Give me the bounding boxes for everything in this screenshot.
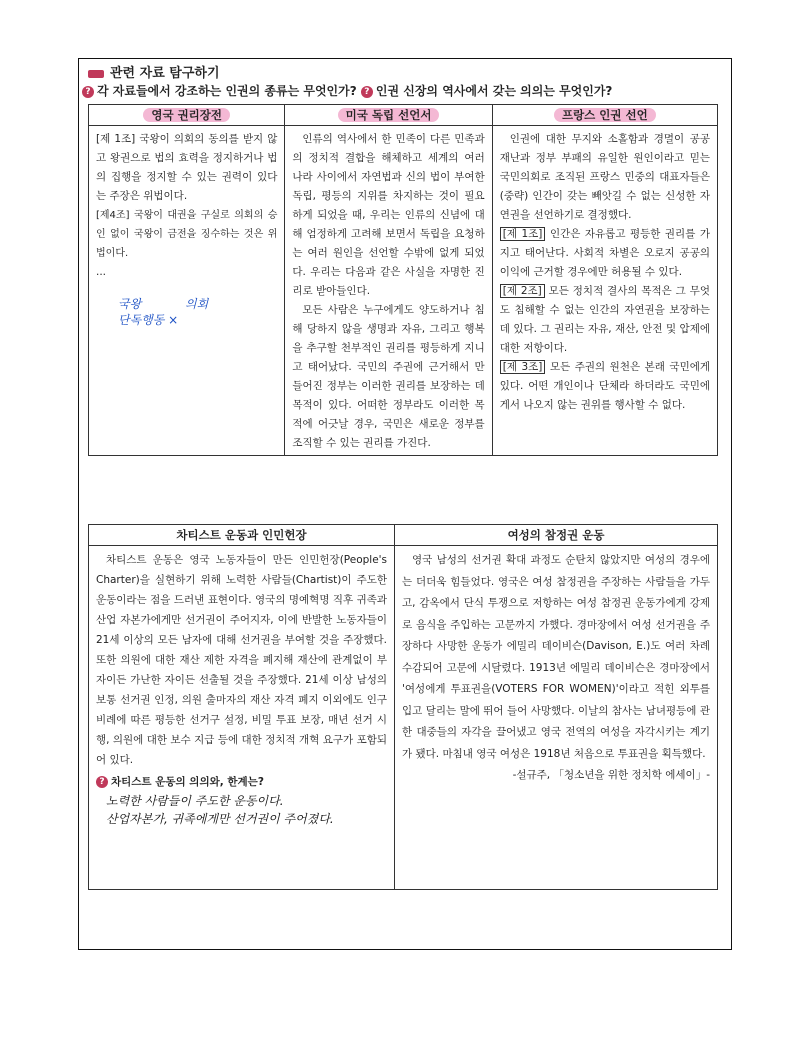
guiding-question <box>82 82 612 99</box>
paragraph-1: 영국 남성의 선거권 확대 과정도 순탄치 않았지만 여성의 경우에는 더더욱 힘들었다. 영국은 여성 참정권을 주장하는 사람들을 가두고, 감옥에서 단식 투쟁으로 저항하는 여성 참정권 운동가에게 강제로 음식을 주입하는 고문까지 가했다. 경마장에서 여성 선거권을 주장하다 사망한 운동가 에밀리 데이비슨(Davison, E.)도 여러 차례 수감되어 고문에 시달렸다. 1913년 에밀리 데이비슨은 경마장에서 '여성에게 투표권을(VOTERS FOR WOMEN)'이라고 적힌 외투를 입고 달리는 말에 뛰어 들어 사망했다. 이날의 참사는 남녀평등에 관한 대중들의 자각을 끌어냈고 영국 전역의 여성을 자각시키는 계기가 됐다. 마침내 영국 여성은 1918년 처음으로 투표권을 획득했다. <box>402 554 710 760</box>
note-parliament: 의회 <box>185 297 209 311</box>
ellipsis: ... <box>96 266 107 278</box>
handwritten-answer-2: 산업자본가, 귀족에게만 선거권이 주어졌다. <box>106 812 334 826</box>
column-title: 여성의 참정권 운동 <box>395 525 717 546</box>
source-citation: -설규주, 「청소년을 위한 정치학 에세이」- <box>512 769 710 781</box>
question-mark-icon: ? <box>82 86 94 98</box>
article-1: 인간은 자유롭고 평등한 권리를 가지고 태어난다. 사회적 차별은 오로지 공공의 이익에 근거할 경우에만 허용될 수 있다. <box>499 228 711 278</box>
article-4: [제4조] 국왕이 대권을 구실로 의회의 승인 없이 국왕이 금전을 징수하는 것은 위법이다. <box>96 210 278 259</box>
paragraph-1: 인류의 역사에서 한 민족이 다른 민족과의 정치적 결합을 해체하고 세계의 여러 나라 사이에서 자연법과 신의 법이 부여한 독립, 평등의 지위를 차지하는 것이 필요하게 되었을 때, 우리는 인류의 신념에 대해 엄정하게 고려해 보면서 독립을 요청하는 여러 원인을 선언할 수밖에 없게 되었다. 우리는 다음과 같은 사실을 자명한 진리로 받아들인다. <box>292 133 485 297</box>
note-king: 국왕 <box>118 297 142 311</box>
discussion-question: ? 차티스트 운동의 의의와, 한계는? <box>96 772 387 792</box>
column-text <box>89 126 284 332</box>
article-label: [제 1조] <box>500 227 546 241</box>
section-header <box>88 62 220 81</box>
column-title: 영국 권리장전 <box>89 105 284 126</box>
article-label: [제 2조] <box>500 284 545 298</box>
article-2: 모든 정치적 결사의 목적은 그 무엇도 침해할 수 없는 인간의 자연권을 보장하는 데 있다. 그 권리는 자유, 재산, 안전 및 압제에 대한 저항이다. <box>499 285 710 354</box>
column-text <box>89 546 394 832</box>
column-womens-suffrage <box>395 525 717 889</box>
column-english-bill-of-rights <box>89 105 285 455</box>
section-title: 관련 자료 탐구하기 <box>110 66 220 81</box>
column-text <box>395 546 717 791</box>
question-mark-icon: ? <box>96 776 108 788</box>
handwritten-answer-1: 노력한 사람들이 주도한 운동이다. <box>106 794 284 808</box>
handwritten-notes <box>96 296 277 328</box>
paragraph-2: 모든 사람은 누구에게도 양도하거나 침해 당하지 않을 생명과 자유, 그리고 행복을 추구할 천부적인 권리를 평등하게 지니고 태어났다. 국민의 주권에 근거해서 만들어진 정부는 이러한 권리를 보장하는 데 목적이 있다. 어떠한 정부라도 이러한 목적에 어긋날 경우, 국민은 새로운 정부를 조직할 수 있는 권리를 가진다. <box>292 304 485 449</box>
column-french-declaration <box>493 105 717 455</box>
article-3: 모든 주권의 원천은 본래 국민에게 있다. 어떤 개인이나 단체라 하더라도 국민에게서 나오지 않는 권위를 행사할 수 없다. <box>499 361 711 411</box>
question-1: 각 자료들에서 강조하는 인권의 종류는 무엇인가? <box>97 84 357 98</box>
column-title: 미국 독립 선언서 <box>285 105 491 126</box>
note-unilateral: 단독행동 × <box>118 313 179 327</box>
article-label: [제 3조] <box>500 360 546 374</box>
paragraph-1: 차티스트 운동은 영국 노동자들이 만든 인민헌장(People's Charter)을 실현하기 위해 노력한 사람들(Chartist)이 주도한 운동이라는 점을 드러낸 표현이다. 영국의 명예혁명 직후 귀족과 산업 자본가에게만 선거권이 주어지자, 이에 반발한 노동자들이 21세 이상의 모든 남자에 대해 선거권을 부여할 것을 주장했다. 또한 의원에 대한 재산 제한 자격을 폐지해 재산에 관계없이 부자이든 가난한 자이든 선출될 것을 주장했다. 21세 이상 남성의 보통 선거권 인정, 의원 출마자의 재산 자격 폐지 이외에도 인구 비례에 따른 평등한 선거구 설정, 비밀 투표 보장, 매년 선거 시행, 의원에 대한 보수 지급 등에 대한 정치적 개혁 요구가 포함되어 있다. <box>96 554 388 766</box>
column-title: 프랑스 인권 선언 <box>493 105 717 126</box>
question-mark-icon: ? <box>361 86 373 98</box>
top-source-table <box>88 104 718 456</box>
bottom-source-table <box>88 524 718 890</box>
column-title: 차티스트 운동과 인민헌장 <box>89 525 394 546</box>
column-text <box>493 126 717 419</box>
preamble: 인권에 대한 무지와 소홀함과 경멸이 공공 재난과 정부 부패의 유일한 원인이라고 믿는 국민의회로 조직된 프랑스 민중의 대표자들은 (중략) 인간이 갖는 빼앗길 수 없는 신성한 자연권을 선언하기로 결정했다. <box>499 133 710 221</box>
column-us-declaration <box>285 105 492 455</box>
question-2: 인권 신장의 역사에서 갖는 의의는 무엇인가? <box>375 84 613 98</box>
column-chartist-movement <box>89 525 395 889</box>
column-text <box>285 126 491 457</box>
section-marker-icon <box>88 70 104 78</box>
article-1: [제 1조] 국왕이 의회의 동의를 받지 않고 왕권으로 법의 효력을 정지하거나 법의 집행을 정지할 수 있는 권력이 있다는 주장은 위법이다. <box>96 133 278 202</box>
